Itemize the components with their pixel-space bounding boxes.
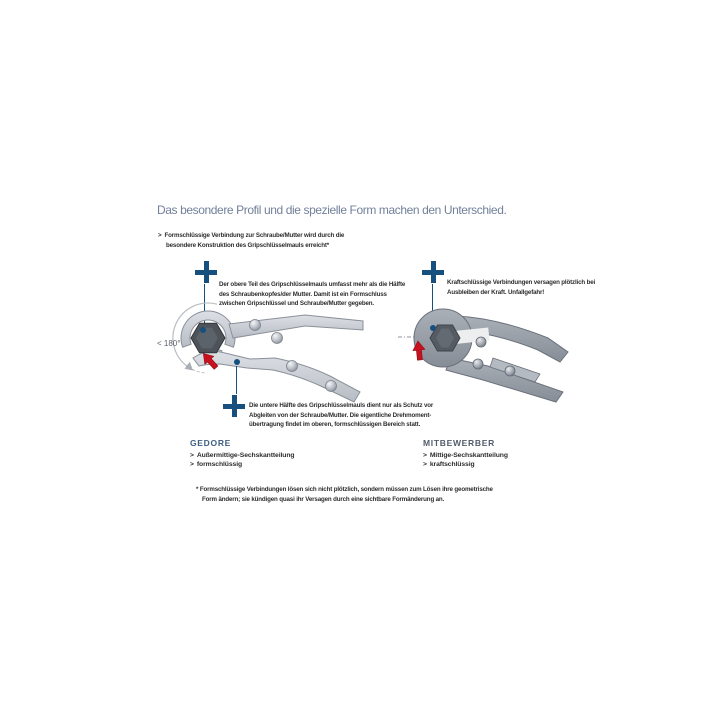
callout-line: Abgleiten von der Schraube/Mutter. Die eigentliche Drehmoment- xyxy=(249,411,432,419)
bullet-chevron: > xyxy=(190,452,194,459)
rivet xyxy=(250,320,261,331)
callout-competitor xyxy=(447,278,595,297)
callout-line: des Schraubenkopfes/der Mutter. Damit ist ein Formschluss xyxy=(219,290,387,298)
plus-icon xyxy=(422,261,444,283)
gedore-feature-block xyxy=(190,438,294,470)
angle-label: < 180° xyxy=(157,339,181,348)
feature-label: Außermittige-Sechskantteilung xyxy=(196,452,295,459)
feature-label: Mittige-Sechskantteilung xyxy=(429,452,508,459)
plus-icon xyxy=(195,261,217,283)
arc-arrowhead-icon xyxy=(185,362,194,371)
rivet xyxy=(505,366,515,376)
gedore-feature-item xyxy=(190,460,294,469)
lower-jaw-and-handle xyxy=(193,351,360,402)
callout-line: übertragung findet im oberen, formschlüssigen Bereich statt. xyxy=(249,421,421,429)
intro-line-2: besondere Konstruktion des Gripschlüsselmauls erreicht* xyxy=(166,241,329,249)
gedore-wrench-illustration xyxy=(155,298,370,413)
rivet xyxy=(473,359,483,369)
plus-icon xyxy=(223,395,245,417)
competitor-feature-item xyxy=(423,451,508,460)
rivet xyxy=(287,361,298,372)
page-title: Das besondere Profil und die spezielle Form machen den Unterschied. xyxy=(157,203,507,217)
intro-text xyxy=(158,231,344,250)
upper-handle xyxy=(229,315,363,338)
rivet xyxy=(272,333,283,344)
bullet-chevron: > xyxy=(190,461,194,469)
bullet-chevron: > xyxy=(158,232,162,239)
intro-line-1: Formschlüssige Verbindung zur Schraube/Mutter wird durch die xyxy=(164,232,345,239)
callout-line: Die untere Hälfte des Gripschlüsselmauls dient nur als Schutz vor xyxy=(249,402,434,409)
bullet-chevron: > xyxy=(423,452,427,459)
footnote-line: Form ändern; sie kündigen quasi ihr Versagen durch eine sichtbare Formänderung an. xyxy=(202,495,445,503)
callout-line: Kraftschlüssige Verbindungen versagen plötzlich bei xyxy=(447,279,596,286)
rivet xyxy=(326,381,337,392)
competitor-heading: MITBEWERBER xyxy=(423,438,495,448)
feature-label: kraftschlüssig xyxy=(429,461,475,469)
callout-line: Ausbleiben der Kraft. Unfallgefahr! xyxy=(447,288,545,296)
callout-dot xyxy=(234,359,240,365)
gedore-heading: GEDORE xyxy=(190,438,232,448)
bullet-chevron: > xyxy=(423,461,427,469)
competitor-feature-item xyxy=(423,460,508,469)
callout-line: Der obere Teil des Gripschlüsselmauls umfasst mehr als die Hälfte xyxy=(219,281,406,288)
callout-connector-line xyxy=(236,366,237,394)
footnote-line: * Formschlüssige Verbindungen lösen sich nicht plötzlich, sondern müssen zum Lösen ihre geometrische xyxy=(196,486,493,493)
competitor-feature-block xyxy=(423,438,508,470)
rivet xyxy=(476,337,486,347)
callout-dot xyxy=(430,325,436,331)
gedore-feature-item xyxy=(190,451,294,460)
footnote xyxy=(196,485,493,504)
callout-dot xyxy=(200,327,206,333)
competitor-wrench-illustration xyxy=(398,300,573,415)
feature-label: formschlüssig xyxy=(196,461,243,469)
callout-line: zwischen Gripschlüssel und Schraube/Mutter gegeben. xyxy=(219,300,374,308)
